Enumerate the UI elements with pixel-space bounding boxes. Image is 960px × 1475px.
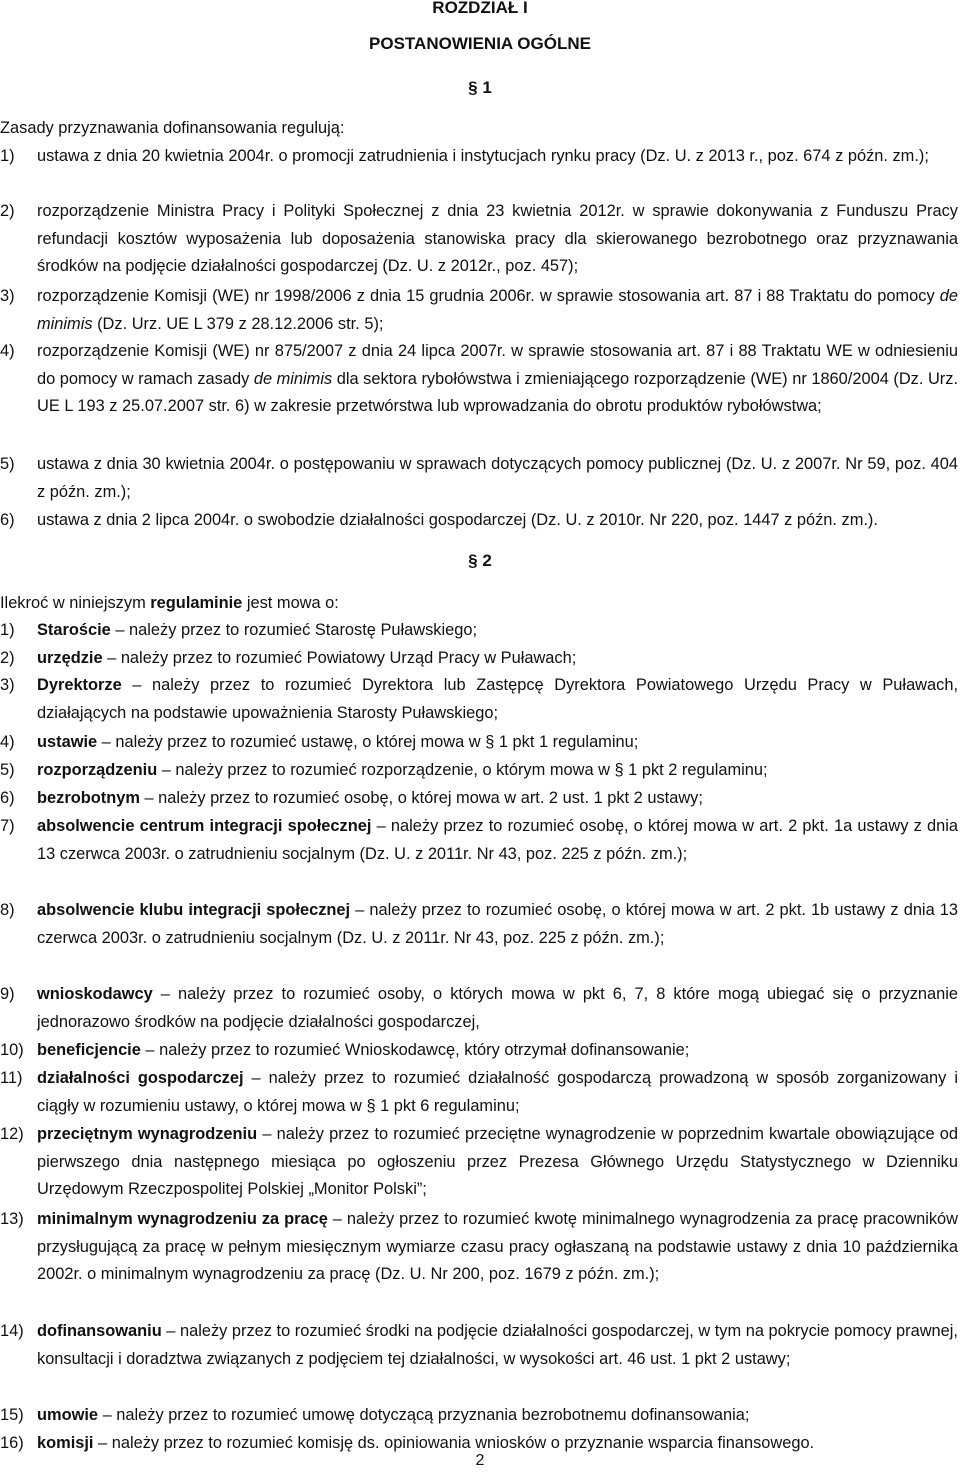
text-run: Ilekroć w niniejszym [0,594,151,612]
definition-text [37,897,958,952]
definition-item [0,897,958,952]
text-run: jest mowa o: [242,594,339,612]
text-run: rozporządzenie Komisji (WE) nr 875/2007 z dnia 24 lipca 2007r. w sprawie stosowania art. 87 i 88 Traktatu WE w odniesieniu do pomocy w ramach zasady [37,342,958,388]
definition: – należy przez to rozumieć działalność gospodarczą prowadzoną w sposób zorganizowany i ciągły w rozumieniu ustawy, o której mowa w § 1 pkt 6 regulaminu; [37,1069,958,1115]
text-run: (Dz. Urz. UE L 379 z 28.12.2006 str. 5); [92,314,384,333]
list-item-text: rozporządzenie Ministra Pracy i Polityki Społecznej z dnia 23 kwietnia 2012r. w sprawie dokonywania z Funduszu Pracy refundacji kosztów wyposażenia lub doposażenia stanowiska pracy dla skierowanego bezrobotnego oraz przyznawania środków na podjęcie działalności gospodarczej (Dz. U. z 2012r., poz. 457); [37,202,958,275]
list-item [0,198,958,281]
definition-item [0,981,958,1036]
chapter-title: POSTANOWIENIA OGÓLNE [369,34,591,53]
definition: – należy przez to rozumieć Dyrektora lub Zastępcę Dyrektora Powiatowego Urzędu Pracy w Puławach, działających na podstawie upoważnienia Starosty Puławskiego; [37,676,958,722]
list-item-number: 5) [0,455,15,473]
definition-item [0,1065,958,1120]
definition: – należy przez to rozumieć rozporządzenie, o którym mowa w § 1 pkt 2 regulaminu; [157,761,768,779]
definition-text [37,813,958,868]
list-item-text: ustawa z dnia 20 kwietnia 2004r. o promocji zatrudnienia i instytucjach rynku pracy (Dz. U. z 2013 r., poz. 674 z późn. zm.); [37,147,929,165]
definition-item [0,645,958,673]
defined-term: beneficjencie [37,1041,141,1059]
definition: – należy przez to rozumieć kwotę minimalnego wynagrodzenia za pracę pracowników przysługującą za pracę w pełnym miesięcznym wymiarze czasu pracy ogłaszaną na podstawie ustawy z dnia 10 października 2002r. o minimalnym wynagrodzeniu za pracę (Dz. U. Nr 200, poz. 1679 z późn. zm.); [37,1210,958,1283]
definition-item [0,1402,958,1430]
definition: – należy przez to rozumieć ustawę, o której mowa w § 1 pkt 1 regulaminu; [97,733,639,751]
definition: – należy przez to rozumieć przeciętne wynagrodzenie w poprzednim kwartale obowiązujące od pierwszego dnia następnego miesiąca po ogłoszeniu przez Prezesa Głównego Urzędu Statystycznego w Dzienniku Urzędowym Rzeczpospolitej Polskiej „Monitor Polski”; [37,1125,959,1198]
list-item [0,338,958,421]
definition-text [37,757,958,785]
list-item-number: 8) [0,901,15,919]
section-2-mark: 2 [482,551,492,570]
defined-term: komisji [37,1434,94,1452]
list-item-number: 4) [0,733,15,751]
defined-term: Staroście [37,621,111,639]
list-item-text [37,283,958,338]
definition-text [37,617,958,645]
list-item-number: 7) [0,817,15,835]
section-1-intro: Zasady przyznawania dofinansowania regulują: [0,119,345,137]
list-item [0,143,958,171]
list-item-number: 9) [0,985,15,1003]
list-item-number: 4) [0,342,15,360]
page-number: 2 [475,1452,485,1469]
definition-item [0,1037,958,1065]
list-item-text [37,338,958,421]
definition-text [37,672,958,727]
list-item-number: 5) [0,761,15,779]
definition-item [0,617,958,645]
definition: – należy przez to rozumieć osobę, o której mowa w art. 2 pkt. 1a ustawy z dnia 13 czerwca 2003r. o zatrudnieniu socjalnym (Dz. U. z 2011r. Nr 43, poz. 225 z późn. zm.); [37,817,958,863]
defined-term: absolwencie klubu integracji społecznej [37,901,351,919]
definition-item [0,813,958,868]
list-item-number: 6) [0,511,15,529]
definition-item [0,1318,958,1373]
defined-term: ustawie [37,733,98,751]
definition-text [37,1121,958,1204]
definition: – należy przez to rozumieć środki na podjęcie działalności gospodarczej, w tym na pokrycie pomocy prawnej, konsultacji i doradztwa związanych z podjęciem tej działalności, w wysokości art. 46 ust. 1 pkt 2 ustawy; [37,1322,958,1368]
definition-item [0,729,958,757]
definition: – należy przez to rozumieć osobę, o której mowa w art. 2 pkt. 1b ustawy z dnia 13 czerwca 2003r. o zatrudnieniu socjalnym (Dz. U. z 2011r. Nr 43, poz. 225 z późn. zm.); [37,901,958,947]
text-run: dla sektora rybołówstwa i zmieniającego rozporządzenie (WE) nr 1860/2004 (Dz. Urz. UE L 193 z 25.07.2007 str. 6) w zakresie przetwórstwa lub wprowadzania do obrotu produktów rybołówstwa; [37,369,959,415]
section-2-heading: § 2 [468,551,492,570]
list-item-number: 14) [0,1322,24,1340]
text-run: rozporządzenie Komisji (WE) nr 1998/2006 z dnia 15 grudnia 2006r. w sprawie stosowania art. 87 i 88 Traktatu do pomocy [37,287,940,305]
definition-text [37,1206,958,1289]
list-item-number: 13) [0,1210,24,1228]
defined-term: absolwencie centrum integracji społecznej [37,817,372,835]
section-1-heading: § 1 [468,78,492,97]
definition-item [0,1121,958,1204]
definition-item [0,757,958,785]
definition-text [37,981,958,1036]
italic-term: de minimis [37,287,958,333]
defined-term: działalności gospodarczej [37,1069,244,1087]
list-item-number: 2) [0,649,15,667]
defined-term: przeciętnym wynagrodzeniu [37,1125,258,1143]
definition: – należy przez to rozumieć osobę, o której mowa w art. 2 ust. 1 pkt 2 ustawy; [139,789,703,807]
definition: – należy przez to rozumieć komisję ds. opiniowania wniosków o przyznanie wsparcia finansowego. [93,1434,815,1452]
chapter-heading: ROZDZIAŁ I [432,0,528,17]
definition-item [0,1206,958,1289]
definition: – należy przez to rozumieć Starostę Puławskiego; [110,621,478,639]
definition: – należy przez to rozumieć umowę dotyczącą przyznania bezrobotnemu dofinansowania; [98,1406,750,1424]
section-2-intro [0,590,950,618]
list-item-number: 11) [0,1069,23,1087]
definition-item [0,672,958,727]
definition-item [0,785,958,813]
defined-term: bezrobotnym [37,789,140,807]
list-item-number: 12) [0,1125,24,1143]
definition-text [37,785,958,813]
list-item [0,451,958,506]
definition-text [37,729,958,757]
definition: – należy przez to rozumieć Wnioskodawcę, który otrzymał dofinansowanie; [140,1041,690,1059]
definition-text [37,1402,958,1430]
list-item-number: 16) [0,1434,24,1452]
list-item-number: 15) [0,1406,24,1424]
definition-text [37,645,958,673]
defined-term: wnioskodawcy [37,985,153,1003]
definition-text [37,1065,958,1120]
defined-term: Dyrektorze [37,676,122,694]
defined-term: rozporządzeniu [37,761,158,779]
list-item-text: ustawa z dnia 2 lipca 2004r. o swobodzie działalności gospodarczej (Dz. U. z 2010r. Nr 220, poz. 1447 z późn. zm.). [37,511,878,529]
list-item-number: 3) [0,676,15,694]
definition-text [37,1037,958,1065]
list-item-number: 3) [0,287,15,305]
definition: – należy przez to rozumieć Powiatowy Urząd Pracy w Puławach; [102,649,577,667]
defined-term: dofinansowaniu [37,1322,162,1340]
defined-term: umowie [37,1406,99,1424]
list-item-number: 2) [0,202,15,220]
list-item-text: ustawa z dnia 30 kwietnia 2004r. o postępowaniu w sprawach dotyczących pomocy publicznej (Dz. U. z 2007r. Nr 59, poz. 404 z późn. zm.); [37,455,958,501]
list-item [0,507,958,535]
list-item [0,283,958,338]
list-item-number: 1) [0,147,15,165]
italic-term: de minimis [253,369,333,388]
definition: – należy przez to rozumieć osoby, o których mowa w pkt 6, 7, 8 które mogą ubiegać się o przyznanie jednorazowo środków na podjęcie działalności gospodarczej, [37,985,958,1031]
list-item-number: 1) [0,621,15,639]
defined-term: minimalnym wynagrodzeniu za pracę [37,1210,328,1228]
list-item-number: 6) [0,789,15,807]
section-1-mark: 1 [482,78,492,97]
defined-term: urzędzie [37,649,103,667]
bold-term: regulaminie [150,594,243,612]
definition-text [37,1318,958,1373]
list-item-number: 10) [0,1041,24,1059]
